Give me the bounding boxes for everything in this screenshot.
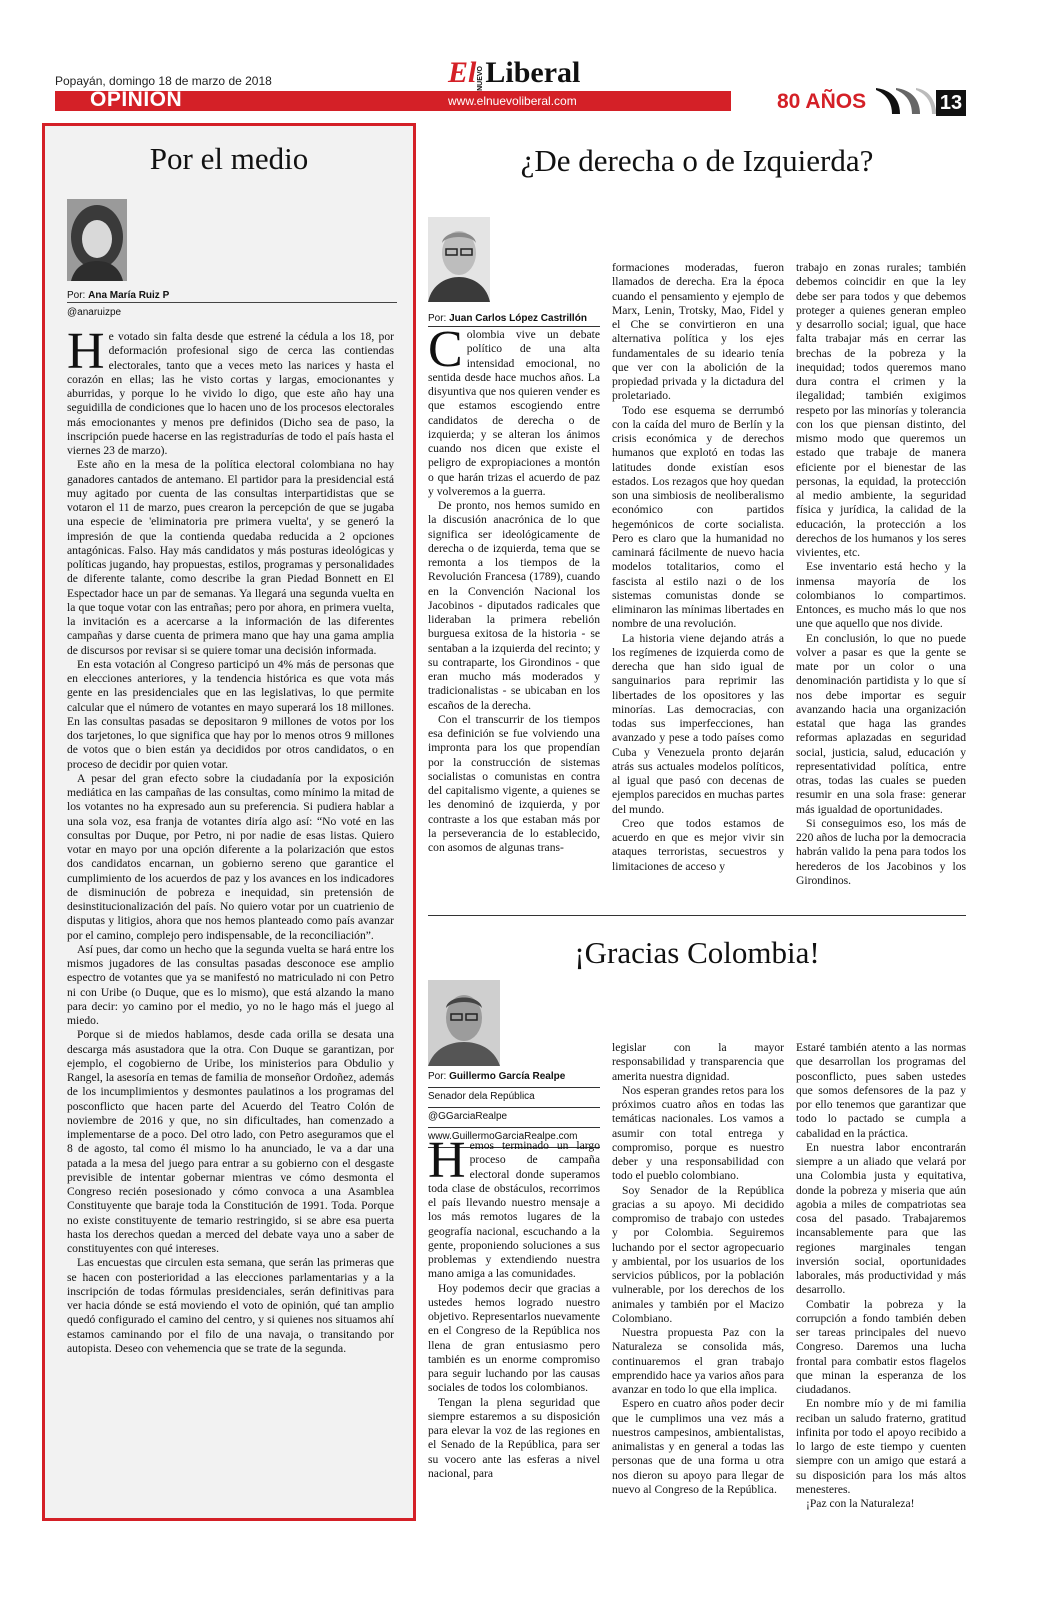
drop-cap: H bbox=[67, 323, 105, 380]
author-portrait-icon bbox=[67, 199, 127, 281]
author-photo bbox=[67, 199, 127, 281]
paragraph: Estaré también atento a las normas que desarrollan los programas del posconflicto, pues saben ustedes que somos defensores de la paz y por ello tenemos que garantizar que todo lo pactado se cumpla a cabalidad en la práctica. bbox=[796, 1041, 966, 1140]
author-portrait-icon bbox=[428, 217, 490, 302]
paragraph: ¡Paz con la Naturaleza! bbox=[806, 1497, 915, 1510]
author-portrait-icon bbox=[428, 980, 500, 1066]
article-column bbox=[612, 1041, 784, 1497]
author-photo bbox=[428, 980, 500, 1066]
author-byline bbox=[67, 290, 169, 301]
page-number: 13 bbox=[936, 90, 966, 116]
paragraph: La historia viene dejando atrás a los regímenes de izquierda como de derecha que han sido igual de sanguinarios para reprimir las libertades de los opositores y las minorías. Las democracias, con todas sus imperfecciones, han avanzado y pese a todo países como Cuba y Venezuela pronto dejarán atrás sus actuales modelos políticos, al igual que pasó con decenas de ejemplos parecidos en muchas partes del mundo. bbox=[612, 631, 784, 816]
paragraph: Con el transcurrir de los tiempos esa definición se fue volviendo una impronta para los que propendían por la construcción de sistemas socialistas o comunistas en contra del capitalismo vigente, a quienes se les denominó de izquierda, y por contraste a los que estaban más por la perseverancia de lo establecido, con asomos de algunas trans- bbox=[428, 712, 600, 854]
drop-cap: C bbox=[428, 321, 463, 378]
article-column bbox=[612, 261, 784, 874]
author-name: Juan Carlos López Castrillón bbox=[449, 313, 587, 324]
section-title: OPINIÓN bbox=[90, 88, 183, 111]
paragraph: En nuestra labor encontrarán siempre a un aliado que velará por una Colombia justa y equitativa, donde la pobreza y miseria que aún agobia a miles de compatriotas sea cosa del pasado. Trabajaremos incansablemente para que las regiones marginales tengan inversión social, oportunidades laborales, más productividad y más desarrollo. bbox=[796, 1140, 966, 1297]
paragraph: De pronto, nos hemos sumido en la discusión anacrónica de lo que significa ser ideológicamente de derecha o de izquierda, tema que se remonta a los tiempos de la Revolución Francesa (1789), cuando en la Convención Nacional los Jacobinos - diputados radicales que lideraban la primera rebelión burguesa exitosa de la historia - se sentaban a la izquierda del recinto; y su contraparte, los Girondinos - que eran mucho más moderados y tradicionalistas - se ubicaban en los escaños de la derecha. bbox=[428, 499, 600, 712]
paragraph: trabajo en zonas rurales; también debemos coincidir en que la ley debe ser para todos y que debemos proteger a quienes generan empleo y desarrollo social; igual, que hace falta trabajar más en cerrar las brechas de la pobreza y la inequidad; todos queremos mano dura contra el crimen y la ilegalidad; también exigimos respeto por las minorías y tolerancia con los que piensan distinto, del mismo modo que queremos un estado que trabaje de manera eficiente por el bienestar de las personas, la equidad, la protección al medio ambiente, la seguridad física y jurídica, la calidad de la educación, la protección a los derechos de los humanos y los seres vivientes, etc. bbox=[796, 261, 966, 559]
anniversary-label: 80 AÑOS bbox=[777, 90, 867, 113]
paragraph: A pesar del gran efecto sobre la ciudadanía por la exposición mediática en las campañas de las consultas, como mínimo la mitad de los votantes no ha expresado aun su preferencia. Si pudiera hablar a una sola voz, esa franja de votantes diría algo así: “No voté en las consultas por Duque, por Petro, ni por nadie de esas listas. Quiero votar en mayo por una opción diferente a la polarización que estos dos candidatos encarnan, un gobierno sereno que garantice el cumplimiento de los acuerdos de paz y los avances en los indicadores de disminución de pobreza e inequidad, sin pretensión de desinstitucionalización del país. No quiero votar por un cuatrienio de disputas y litigios, ahora que nos hemos planteado como país avanzar por el camino, complejo pero indispensable, de la reconciliación”. bbox=[67, 771, 394, 942]
paragraph: Porque si de miedos hablamos, desde cada orilla se desata una descarga más asustadora que la otra. Con Duque se garantizan, por ejemplo, el cogobierno de Uribe, los ministerios para Obdulio y Rangel, la asesoría en temas de familia de monseñor Ordoñez, además de los incumplimientos y desmontes paulatinos a los programas del posconflicto que hacen parte del Acuerdo del Teatro Colón de noviembre de 2016 y que, no sin dificultades, han comenzado a implementarse de a poco. Del otro lado, con Petro aseguramos que el 8 de agosto, tal como él mismo lo ha anunciado, le va a dar una patada a la mesa del juego para entrar a su gobierno con el desgaste previsible de intentar gobernar mientras ve cómo desmonta el Congreso recién posesionado y cómo convoca a una Asamblea Constituyente que baraje toda la Constitución de 1991. Toda. Porque no existe constituyente de temario restringido, si se abre esa puerta hasta los derechos quedan a merced del debate vaya uno a saber de constituyentes con qué intereses. bbox=[67, 1028, 394, 1255]
website-url: www.elnuevoliberal.com bbox=[448, 94, 577, 108]
paragraph: emos terminado un largo proceso de campaña electoral donde superamos toda clase de obstáculos, recorrimos el país llevando nuestro mensaje a los más remotos lugares de la geografía nacional, escuchando a la gente, proponiendo soluciones a sus problemas y extendiendo nuestra mano amiga a las comunidades. bbox=[428, 1139, 600, 1281]
paragraph: Soy Senador de la República gracias a su apoyo. Mi decidido compromiso de trabajo con ustedes y por Colombia. Seguiremos luchando por el sector agropecuario y ambiental, por los usuarios de los servicios públicos, por la población vulnerable, por los derechos de los animales y también por el Macizo Colombiano. bbox=[612, 1183, 784, 1325]
article-column bbox=[796, 1041, 966, 1511]
paragraph: olombia vive un debate político de una alta intensidad emocional, no sentida desde hace muchos años. La disyuntiva que nos quieren vender es que estamos escogiendo entre candidatos de derecha o de izquierda; y se alteran los ánimos cuando nos dicen que existe el peligro de expropiaciones a montón o que harán trizas el acuerdo de paz y volveremos a la guerra. bbox=[428, 328, 600, 498]
paragraph: Ese inventario está hecho y la inmensa mayoría de los colombianos lo compartimos. Entonces, es mucho más lo que nos une que aquello que nos divide. bbox=[796, 560, 966, 631]
logo-nuevo: NUEVO bbox=[477, 65, 485, 91]
paragraph: Combatir la pobreza y la corrupción a fondo también deben ser tareas principales del nuevo Congreso. Daremos una lucha frontal para combatir estos flagelos que minan la esperanza de los ciudadanos. bbox=[796, 1297, 966, 1396]
paragraph: En conclusión, lo que no puede volver a pasar es que la gente se mate por un color o una denominación partidista y lo que sí nos debe importar es seguir avanzando hacia una organización estatal que haga las grandes reformas aplazadas en seguridad social, justicia, salud, educación y representatividad política, entre otras, todas las cuales se pueden resumir en una sola frase: generar más igualdad de oportunidades. bbox=[796, 631, 966, 816]
article-column bbox=[796, 261, 966, 888]
logo-el: El bbox=[448, 56, 477, 89]
byline-prefix: Por: bbox=[67, 290, 86, 301]
author-photo bbox=[428, 217, 490, 302]
paragraph: e votado sin falta desde que estrené la cédula a los 18, por deformación profesional sigo de cerca las contiendas electorales, tanto que a veces meto las narices y hasta el corazón en ellas; las he visto cortas y largas, emocionantes y aburridas, y porque lo he vivido lo digo, que este año hay una seguidilla de condiciones que lo hacen uno de los procesos electorales más emocionantes y menos pre definidos (Dicho sea de paso, la inscripción puede hacerse en las registradurías de todo el país hasta el viernes 23 de marzo). bbox=[67, 330, 394, 457]
paragraph: En nombre mío y de mi familia reciban un saludo fraterno, gratitud infinita por todo el apoyo recibido a lo largo de este tiempo y cuenten siempre con un amigo que estará a su disposición para los más altos menesteres. bbox=[796, 1397, 966, 1496]
newspaper-logo bbox=[448, 56, 580, 91]
swoosh-icon bbox=[870, 86, 936, 116]
paragraph: formaciones moderadas, fueron llamados de derecha. Era la época cuando el pensamiento y ejemplo de Marx, Lenin, Trotsky, Mao, Fidel y el Che se convirtieron en una alternativa política y los ejes fundamentales de su ideario tenía que ver con la abolición de la propiedad privada y la dictadura del proletariado. bbox=[612, 261, 784, 403]
divider bbox=[428, 915, 966, 916]
paragraph: legislar con la mayor responsabilidad y transparencia que amerita nuestra dignidad. bbox=[612, 1041, 784, 1083]
paragraph: Espero en cuatro años poder decir que le cumplimos una vez más a nuestros campesinos, ambientalistas, animalistas y en general a todas las personas que de una forma u otra nos dieron su apoyo para llegar de nuevo al Congreso de la República. bbox=[612, 1397, 784, 1496]
paragraph: Hoy podemos decir que gracias a ustedes hemos logrado nuestro objetivo. Representarlos nuevamente en el Congreso de la República nos llena de gran entusiasmo pero también es un enorme compromiso para seguir luchando por las causas sociales de todos los colombianos. bbox=[428, 1281, 600, 1395]
article-title: Por el medio bbox=[149, 141, 309, 176]
author-name: Ana María Ruiz P bbox=[88, 290, 170, 301]
paragraph: Así pues, dar como un hecho que la segunda vuelta se hará entre los mismos jugadores de las consultas pasadas desconoce ese amplio espectro de votantes que ya se manifestó no matriculado ni con Petro ni con Uribe (o Duque, que es lo mismo), que está alzando la mano para decir: yo camino por el medio, yo no le hago más el juego al miedo. bbox=[67, 942, 394, 1027]
article-title: ¡Gracias Colombia! bbox=[574, 935, 820, 970]
author-role: Senador dela República bbox=[428, 1088, 600, 1108]
paragraph: Este año en la mesa de la política electoral colombiana no hay ganadores cantados de antemano. El partidor para la presidencial está muy agitado por cuenta de las consultas interpartidistas que se votaron el 11 de marzo, pues crearon la percepción de que se jugaba una especie de 'eliminatoria pre primera vuelta', y se generó la impresión de que la contienda quedaba reducida a 2 opciones antagónicas. Falso. Hay más candidatos y más posturas ideológicas y políticas jugando, hay propuestas, estilos, programas y personalidades de diferente talante, como describe la gran Piedad Bonnett en El Espectador hace un par de semanas. Ya llegará una segunda vuelta en la que toque votar con las entrañas; pero por ahora, en primera vuelta, la invitación es a acercarse a la información de las diferentes campañas y darse cuenta de primera mano que hay una gama amplia de discursos por revisar si se quiere tomar una decisión informada. bbox=[67, 458, 394, 657]
paragraph: Las encuestas que circulen esta semana, que serán las primeras que se hacen con posterioridad a las elecciones parlamentarias y a la inscripción de todas fórmulas presidenciales, serán definitivas para ver hacia dónde se está moviendo el voto de opinión, qué tan amplio quedó configurado el camino del centro, y si quienes nos situamos ahí estamos caminando por el filo de una navaja, o transitando por autopista. Deseo con vehemencia que se trate de la segunda. bbox=[67, 1256, 394, 1355]
article-column bbox=[428, 321, 600, 855]
byline-prefix: Por: bbox=[428, 313, 447, 324]
dateline: Popayán, domingo 18 de marzo de 2018 bbox=[55, 74, 272, 88]
paragraph: Todo ese esquema se derrumbó con la caída del muro de Berlín y la crisis económica y de derechos humanos que explotó en todas las latitudes donde existían esos estados. Los rezagos que hoy quedan son una simbiosis de neoliberalismo económico con partidos hegemónicos de corte socialista. Pero es claro que la humanidad no caminará fácilmente de nuevo hacia modelos totalitarios, como el fascista al estilo nazi o de los sistemas comunistas donde se eliminaron las mínimas libertades en nombre de una revolución. bbox=[612, 403, 784, 631]
byline-prefix: Por: bbox=[428, 1071, 447, 1082]
author-handle: @GGarciaRealpe bbox=[428, 1108, 600, 1128]
paragraph: En esta votación al Congreso participó un 4% más de personas que en elecciones anteriores, y la tendencia histórica es que vota más gente en las presidenciales que en las legislativas, lo que permite calcular que el número de votantes en mayo superará los 18 millones. En las consultas pasadas se depositaron 9 millones de votos por los dos tarjetones, lo que significa que hay por lo menos otros 9 millones de votos que o bien están ya decididos por otros candidatos, o en proceso de decidir por quien votar. bbox=[67, 657, 394, 771]
paragraph: Tengan la plena seguridad que siempre estaremos a su disposición para elevar la voz de las regiones en el Senado de la República, para ser su vocero ante las esferas a nivel nacional, para bbox=[428, 1395, 600, 1480]
author-name: Guillermo García Realpe bbox=[449, 1071, 566, 1082]
paragraph: Nos esperan grandes retos para los próximos cuatro años en todas las temáticas nacionales. Los vamos a asumir con total entrega y compromiso, porque es nuestro deber y una responsabilidad con todo el pueblo colombiano. bbox=[612, 1083, 784, 1183]
author-handle: @anaruizpe bbox=[67, 307, 122, 318]
paragraph: Si conseguimos eso, los más de 220 años de lucha por la democracia habrán valido la pena para todos los herederos de los Jacobinos y los Girondinos. bbox=[796, 816, 966, 887]
drop-cap: H bbox=[428, 1132, 466, 1189]
paragraph: Nuestra propuesta Paz con la Naturaleza se consolida más, continuaremos el gran trabajo emprendido hace ya varios años para avanzar en todo lo que ella implica. bbox=[612, 1326, 784, 1396]
author-website: www.GuillermoGarciaRealpe.com bbox=[428, 1128, 600, 1148]
logo-liberal: Liberal bbox=[485, 56, 581, 89]
paragraph: Creo que todos estamos de acuerdo en que es mejor vivir sin ataques terroristas, secuestros y limitaciones de acceso y bbox=[612, 816, 784, 873]
article-body bbox=[67, 323, 394, 1356]
article-title: ¿De derecha o de Izquierda? bbox=[520, 143, 874, 178]
